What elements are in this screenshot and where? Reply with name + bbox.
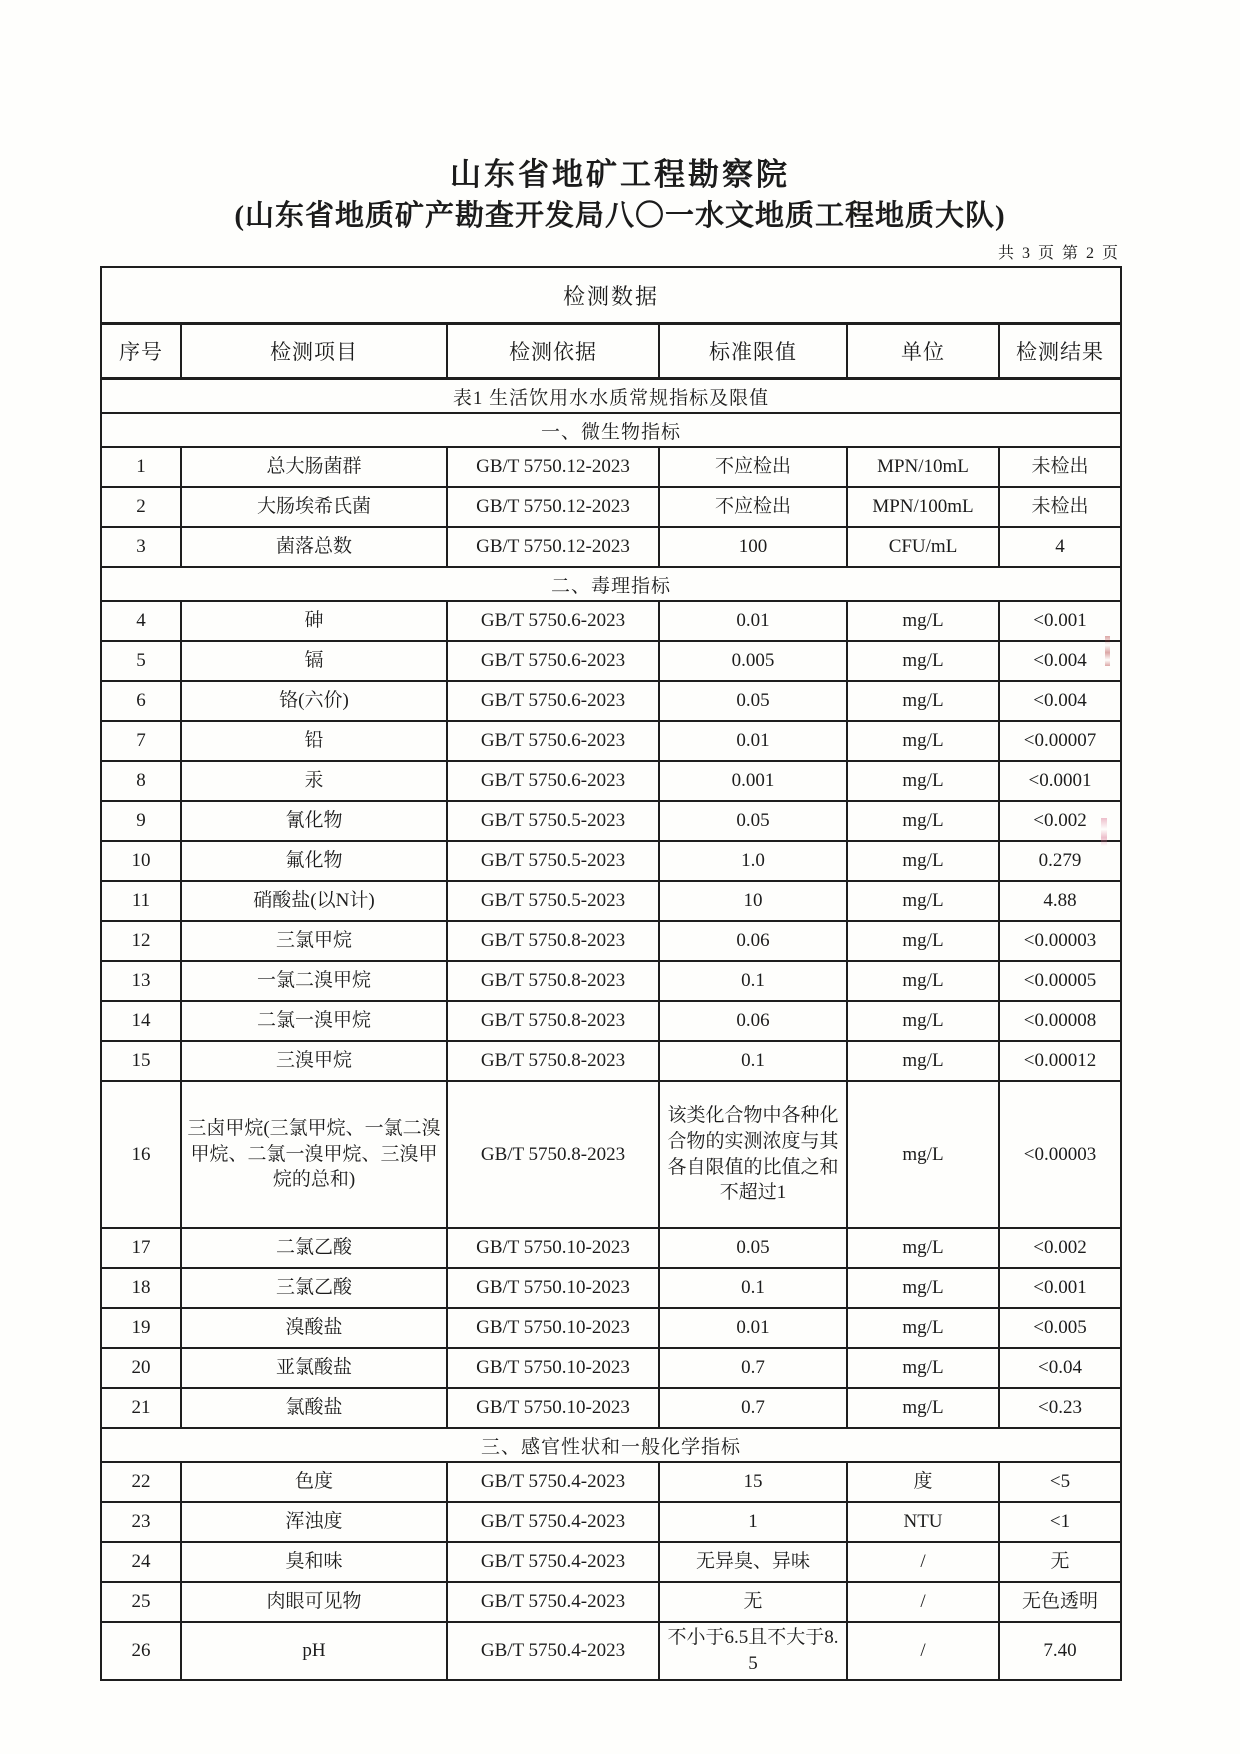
- cell-unit: mg/L: [847, 841, 999, 881]
- cell-basis: GB/T 5750.5-2023: [447, 841, 659, 881]
- table-title: 检测数据: [101, 267, 1121, 324]
- table-row: [101, 961, 1121, 1001]
- cell-basis: GB/T 5750.6-2023: [447, 641, 659, 681]
- col-header-limit: 标准限值: [659, 324, 847, 379]
- cell-basis: GB/T 5750.8-2023: [447, 921, 659, 961]
- table-row: [101, 1041, 1121, 1081]
- cell-unit: mg/L: [847, 881, 999, 921]
- table-row: [101, 1622, 1121, 1680]
- table-header-row: [101, 324, 1121, 379]
- test-data-table: [100, 266, 1122, 1681]
- cell-limit: 0.01: [659, 601, 847, 641]
- cell-seq: 20: [101, 1348, 181, 1388]
- cell-unit: /: [847, 1622, 999, 1680]
- cell-basis: GB/T 5750.5-2023: [447, 801, 659, 841]
- cell-result: 无色透明: [999, 1582, 1121, 1622]
- cell-basis: GB/T 5750.4-2023: [447, 1582, 659, 1622]
- table-row: [101, 881, 1121, 921]
- table-row: [101, 921, 1121, 961]
- table-row: [101, 1388, 1121, 1428]
- cell-seq: 5: [101, 641, 181, 681]
- cell-seq: 21: [101, 1388, 181, 1428]
- cell-limit: 0.05: [659, 681, 847, 721]
- section-band-label: 一、微生物指标: [101, 413, 1121, 447]
- cell-seq: 10: [101, 841, 181, 881]
- cell-limit: 0.06: [659, 1001, 847, 1041]
- table-row: [101, 1228, 1121, 1268]
- cell-unit: mg/L: [847, 961, 999, 1001]
- section-band-label: 二、毒理指标: [101, 567, 1121, 601]
- cell-limit: 不应检出: [659, 447, 847, 487]
- cell-limit: 1.0: [659, 841, 847, 881]
- cell-seq: 22: [101, 1462, 181, 1502]
- section-band-label: 表1 生活饮用水水质常规指标及限值: [101, 379, 1121, 414]
- cell-result: 未检出: [999, 447, 1121, 487]
- cell-limit: 0.7: [659, 1348, 847, 1388]
- cell-unit: MPN/100mL: [847, 487, 999, 527]
- cell-unit: NTU: [847, 1502, 999, 1542]
- cell-basis: GB/T 5750.4-2023: [447, 1462, 659, 1502]
- cell-unit: mg/L: [847, 801, 999, 841]
- cell-basis: GB/T 5750.12-2023: [447, 527, 659, 567]
- cell-limit: 10: [659, 881, 847, 921]
- cell-unit: mg/L: [847, 761, 999, 801]
- table-row: [101, 721, 1121, 761]
- cell-seq: 4: [101, 601, 181, 641]
- table-row: [101, 801, 1121, 841]
- cell-unit: mg/L: [847, 1268, 999, 1308]
- cell-unit: MPN/10mL: [847, 447, 999, 487]
- cell-seq: 16: [101, 1081, 181, 1228]
- cell-unit: mg/L: [847, 921, 999, 961]
- cell-seq: 14: [101, 1001, 181, 1041]
- cell-basis: GB/T 5750.8-2023: [447, 961, 659, 1001]
- cell-result: 4: [999, 527, 1121, 567]
- cell-item: 三氯甲烷: [181, 921, 447, 961]
- cell-item: 硝酸盐(以N计): [181, 881, 447, 921]
- cell-item: 肉眼可见物: [181, 1582, 447, 1622]
- cell-seq: 24: [101, 1542, 181, 1582]
- cell-result: <0.00008: [999, 1001, 1121, 1041]
- cell-result: 未检出: [999, 487, 1121, 527]
- page-number-info: 共 3 页 第 2 页: [997, 245, 1120, 262]
- org-title: 山东省地矿工程勘察院: [450, 157, 790, 192]
- cell-item: 二氯乙酸: [181, 1228, 447, 1268]
- cell-result: <0.002: [999, 1228, 1121, 1268]
- cell-limit: 0.005: [659, 641, 847, 681]
- cell-limit: 0.05: [659, 1228, 847, 1268]
- table-row: [101, 1582, 1121, 1622]
- cell-item: 氰化物: [181, 801, 447, 841]
- cell-limit: 0.06: [659, 921, 847, 961]
- table-row: [101, 487, 1121, 527]
- cell-result: 无: [999, 1542, 1121, 1582]
- cell-basis: GB/T 5750.12-2023: [447, 447, 659, 487]
- cell-basis: GB/T 5750.4-2023: [447, 1622, 659, 1680]
- cell-unit: mg/L: [847, 601, 999, 641]
- col-header-basis: 检测依据: [447, 324, 659, 379]
- cell-result: <0.001: [999, 1268, 1121, 1308]
- table-row: [101, 1462, 1121, 1502]
- cell-unit: mg/L: [847, 1041, 999, 1081]
- report-header: [0, 156, 1240, 236]
- cell-result: <0.00005: [999, 961, 1121, 1001]
- cell-item: 汞: [181, 761, 447, 801]
- table-row: [101, 1502, 1121, 1542]
- cell-result: <0.004: [999, 641, 1121, 681]
- table-row: [101, 1001, 1121, 1041]
- cell-item: 亚氯酸盐: [181, 1348, 447, 1388]
- cell-result: <0.00003: [999, 921, 1121, 961]
- cell-unit: 度: [847, 1462, 999, 1502]
- cell-result: <0.23: [999, 1388, 1121, 1428]
- cell-seq: 26: [101, 1622, 181, 1680]
- cell-seq: 11: [101, 881, 181, 921]
- col-header-item: 检测项目: [181, 324, 447, 379]
- cell-result: <1: [999, 1502, 1121, 1542]
- cell-limit: 不应检出: [659, 487, 847, 527]
- cell-limit: 不小于6.5且不大于8.5: [659, 1622, 847, 1680]
- cell-basis: GB/T 5750.8-2023: [447, 1081, 659, 1228]
- col-header-unit: 单位: [847, 324, 999, 379]
- cell-seq: 15: [101, 1041, 181, 1081]
- cell-limit: 无: [659, 1582, 847, 1622]
- col-header-seq: 序号: [101, 324, 181, 379]
- cell-unit: mg/L: [847, 681, 999, 721]
- cell-item: 总大肠菌群: [181, 447, 447, 487]
- section-band-row: [101, 567, 1121, 601]
- cell-item: 砷: [181, 601, 447, 641]
- cell-seq: 1: [101, 447, 181, 487]
- cell-limit: 0.1: [659, 1041, 847, 1081]
- cell-result: <0.00007: [999, 721, 1121, 761]
- table-row: [101, 761, 1121, 801]
- table-row: [101, 1542, 1121, 1582]
- cell-seq: 3: [101, 527, 181, 567]
- cell-result: <0.00003: [999, 1081, 1121, 1228]
- cell-limit: 0.1: [659, 1268, 847, 1308]
- cell-seq: 8: [101, 761, 181, 801]
- cell-basis: GB/T 5750.10-2023: [447, 1388, 659, 1428]
- cell-item: 氯酸盐: [181, 1388, 447, 1428]
- cell-item: 大肠埃希氏菌: [181, 487, 447, 527]
- cell-unit: /: [847, 1582, 999, 1622]
- table-row: [101, 447, 1121, 487]
- cell-result: <0.001: [999, 601, 1121, 641]
- cell-basis: GB/T 5750.6-2023: [447, 721, 659, 761]
- cell-item: 二氯一溴甲烷: [181, 1001, 447, 1041]
- cell-result: <0.0001: [999, 761, 1121, 801]
- cell-limit: 0.7: [659, 1388, 847, 1428]
- cell-result: <0.002: [999, 801, 1121, 841]
- table-row: [101, 841, 1121, 881]
- cell-seq: 2: [101, 487, 181, 527]
- cell-item: 氟化物: [181, 841, 447, 881]
- cell-result: <5: [999, 1462, 1121, 1502]
- table-row: [101, 681, 1121, 721]
- cell-basis: GB/T 5750.8-2023: [447, 1041, 659, 1081]
- cell-item: 镉: [181, 641, 447, 681]
- cell-limit: 1: [659, 1502, 847, 1542]
- table-row: [101, 1348, 1121, 1388]
- cell-basis: GB/T 5750.6-2023: [447, 761, 659, 801]
- cell-unit: mg/L: [847, 1001, 999, 1041]
- cell-limit: 15: [659, 1462, 847, 1502]
- cell-unit: /: [847, 1542, 999, 1582]
- cell-seq: 12: [101, 921, 181, 961]
- cell-seq: 7: [101, 721, 181, 761]
- cell-unit: mg/L: [847, 1228, 999, 1268]
- org-subtitle: (山东省地质矿产勘查开发局八〇一水文地质工程地质大队): [234, 200, 1006, 233]
- cell-basis: GB/T 5750.8-2023: [447, 1001, 659, 1041]
- table-body: [101, 267, 1121, 1680]
- cell-basis: GB/T 5750.10-2023: [447, 1308, 659, 1348]
- cell-unit: mg/L: [847, 1308, 999, 1348]
- cell-item: 三氯乙酸: [181, 1268, 447, 1308]
- cell-item: 色度: [181, 1462, 447, 1502]
- cell-limit: 0.01: [659, 1308, 847, 1348]
- cell-basis: GB/T 5750.5-2023: [447, 881, 659, 921]
- cell-item: pH: [181, 1622, 447, 1680]
- cell-item: 三溴甲烷: [181, 1041, 447, 1081]
- cell-basis: GB/T 5750.6-2023: [447, 601, 659, 641]
- cell-limit: 0.1: [659, 961, 847, 1001]
- cell-limit: 0.001: [659, 761, 847, 801]
- cell-seq: 17: [101, 1228, 181, 1268]
- cell-seq: 13: [101, 961, 181, 1001]
- cell-item: 铅: [181, 721, 447, 761]
- cell-limit: 该类化合物中各种化合物的实测浓度与其各自限值的比值之和不超过1: [659, 1081, 847, 1228]
- cell-seq: 25: [101, 1582, 181, 1622]
- section-band-row: [101, 379, 1121, 414]
- cell-limit: 100: [659, 527, 847, 567]
- cell-seq: 6: [101, 681, 181, 721]
- cell-result: <0.00012: [999, 1041, 1121, 1081]
- cell-result: <0.004: [999, 681, 1121, 721]
- cell-item: 铬(六价): [181, 681, 447, 721]
- cell-item: 溴酸盐: [181, 1308, 447, 1348]
- cell-limit: 无异臭、异味: [659, 1542, 847, 1582]
- cell-result: <0.005: [999, 1308, 1121, 1348]
- cell-item: 臭和味: [181, 1542, 447, 1582]
- cell-result: <0.04: [999, 1348, 1121, 1388]
- cell-result: 7.40: [999, 1622, 1121, 1680]
- table-title-row: [101, 267, 1121, 324]
- cell-basis: GB/T 5750.4-2023: [447, 1542, 659, 1582]
- cell-result: 4.88: [999, 881, 1121, 921]
- section-band-row: [101, 1428, 1121, 1462]
- cell-unit: mg/L: [847, 1348, 999, 1388]
- cell-result: 0.279: [999, 841, 1121, 881]
- table-row: [101, 1081, 1121, 1228]
- cell-basis: GB/T 5750.4-2023: [447, 1502, 659, 1542]
- table-row: [101, 601, 1121, 641]
- section-band-row: [101, 413, 1121, 447]
- table-row: [101, 1308, 1121, 1348]
- table-row: [101, 641, 1121, 681]
- cell-unit: mg/L: [847, 1081, 999, 1228]
- section-band-label: 三、感官性状和一般化学指标: [101, 1428, 1121, 1462]
- cell-limit: 0.01: [659, 721, 847, 761]
- cell-seq: 9: [101, 801, 181, 841]
- cell-basis: GB/T 5750.12-2023: [447, 487, 659, 527]
- cell-basis: GB/T 5750.10-2023: [447, 1228, 659, 1268]
- cell-item: 菌落总数: [181, 527, 447, 567]
- cell-unit: mg/L: [847, 1388, 999, 1428]
- cell-unit: mg/L: [847, 721, 999, 761]
- cell-basis: GB/T 5750.6-2023: [447, 681, 659, 721]
- cell-limit: 0.05: [659, 801, 847, 841]
- cell-item: 三卤甲烷(三氯甲烷、一氯二溴甲烷、二氯一溴甲烷、三溴甲烷的总和): [181, 1081, 447, 1228]
- cell-basis: GB/T 5750.10-2023: [447, 1268, 659, 1308]
- cell-basis: GB/T 5750.10-2023: [447, 1348, 659, 1388]
- cell-item: 浑浊度: [181, 1502, 447, 1542]
- cell-seq: 18: [101, 1268, 181, 1308]
- table-row: [101, 527, 1121, 567]
- col-header-result: 检测结果: [999, 324, 1121, 379]
- cell-unit: mg/L: [847, 641, 999, 681]
- cell-unit: CFU/mL: [847, 527, 999, 567]
- cell-seq: 23: [101, 1502, 181, 1542]
- cell-item: 一氯二溴甲烷: [181, 961, 447, 1001]
- table-row: [101, 1268, 1121, 1308]
- cell-seq: 19: [101, 1308, 181, 1348]
